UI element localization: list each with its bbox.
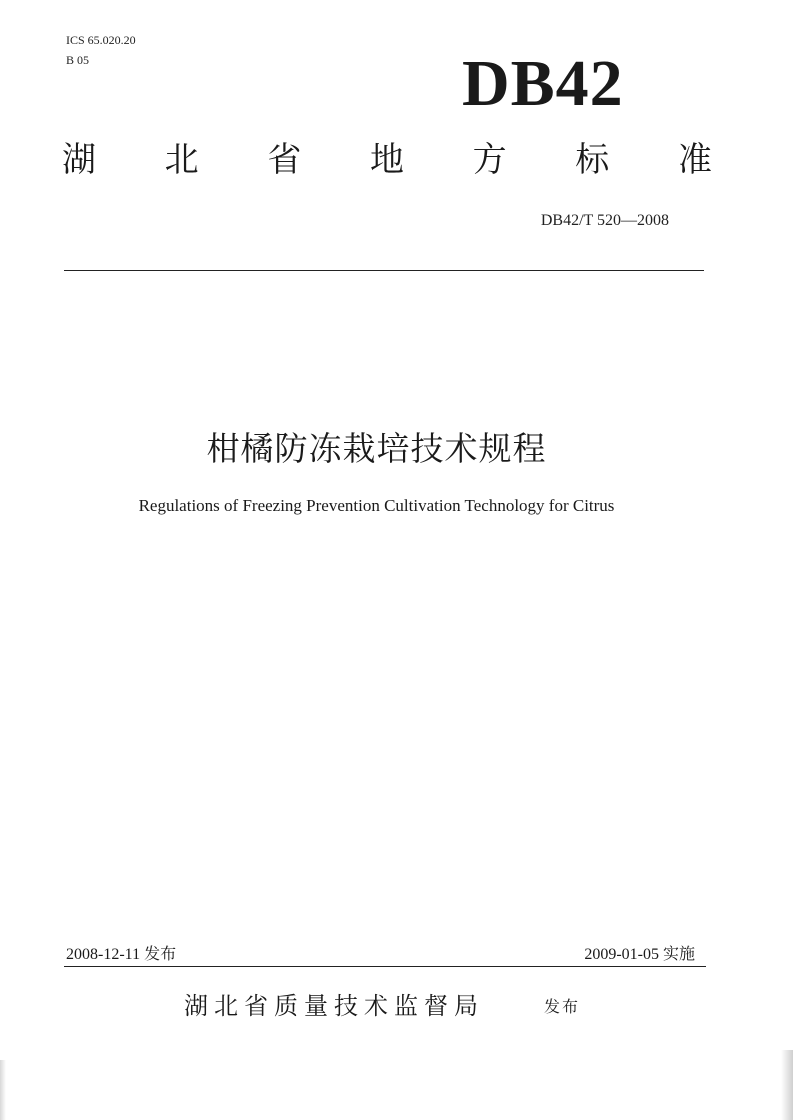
- db42-logo: DB42: [462, 47, 624, 120]
- header-divider: [64, 270, 704, 271]
- issue-date: 2008-12-11 发布: [66, 946, 177, 963]
- title-chinese: 柑橘防冻栽培技术规程: [206, 429, 547, 468]
- standard-type-char: 地: [369, 140, 404, 180]
- scan-edge-right: [781, 1050, 793, 1120]
- standard-number: DB42/T 520—2008: [540, 212, 669, 229]
- standard-type-char: 北: [164, 140, 199, 180]
- standard-type-char: 方: [472, 140, 507, 180]
- issuer-name: 湖北省质量技术监督局: [184, 992, 484, 1020]
- standard-type-char: 省: [267, 140, 302, 180]
- implementation-date: 2009-01-05 实施: [584, 946, 695, 963]
- ics-code: ICS 65.020.20: [66, 33, 136, 47]
- title-english: Regulations of Freezing Prevention Cultivation Technology for Citrus: [138, 496, 615, 515]
- standard-type-char: 标: [575, 140, 610, 180]
- issuer-suffix: 发布: [544, 997, 581, 1016]
- standard-type-char: 准: [677, 140, 712, 180]
- scan-edge-left: [0, 1060, 6, 1120]
- standard-type-char: 湖: [62, 140, 96, 180]
- footer-divider: [64, 966, 706, 967]
- ccs-code: B 05: [66, 53, 90, 67]
- standard-type-heading: [62, 138, 712, 182]
